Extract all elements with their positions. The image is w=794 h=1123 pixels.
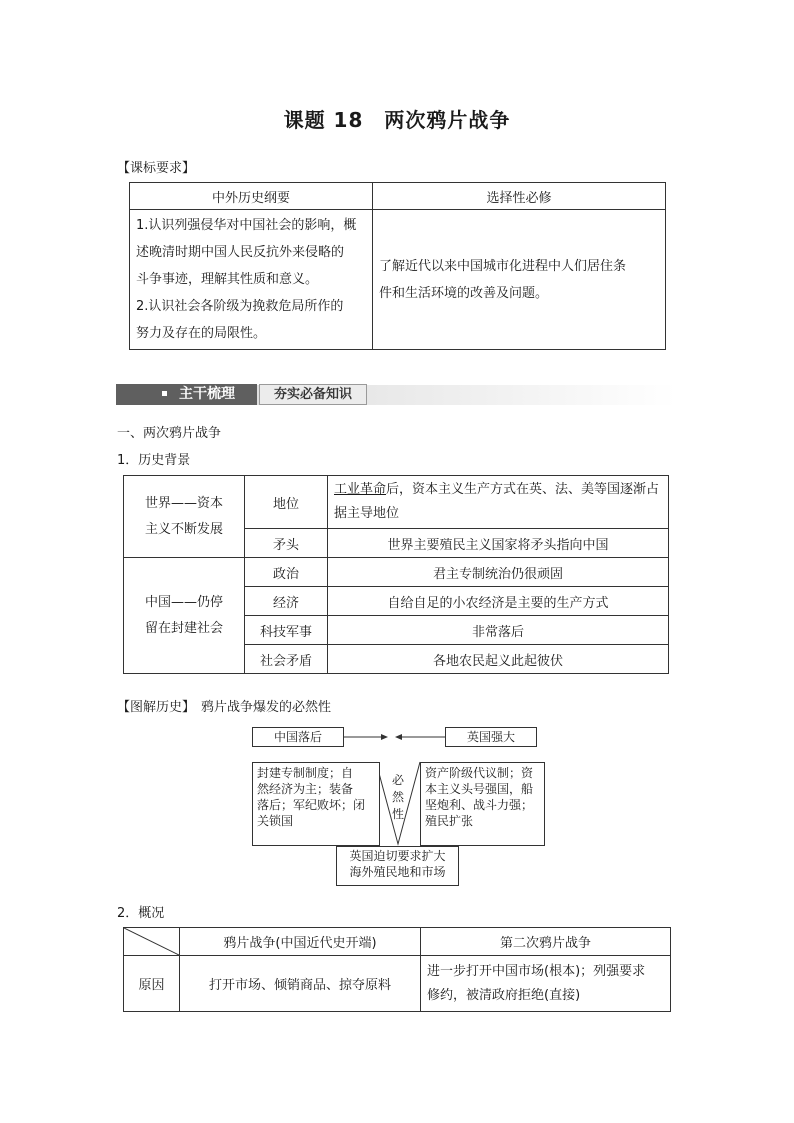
necessity-char: 性	[391, 807, 404, 821]
china-label-line: 留在封建社会	[144, 620, 223, 636]
diagonal-header-cell	[124, 928, 180, 956]
outline-line: 斗争事迹，理解其性质和意义。	[136, 272, 319, 287]
necessity-diagram	[248, 722, 548, 890]
curriculum-requirements-label: 【课标要求】	[117, 161, 196, 176]
china-factor-line: 关锁国	[257, 814, 294, 828]
row-key: 经济	[245, 587, 328, 616]
subsection-heading-background: 1．历史背景	[117, 453, 191, 468]
arrow-right-icon	[381, 734, 388, 740]
britain-factors-box	[420, 762, 545, 846]
world-label-line: 世界——资本	[144, 495, 223, 511]
row-value: 君主专制统治仍很顽固	[328, 558, 669, 587]
elective-line: 了解近代以来中国城市化进程中人们居住条	[379, 258, 627, 274]
row-key: 地位	[245, 476, 328, 529]
first-war-cause: 打开市场、倾销商品、掠夺原料	[180, 956, 421, 1012]
diagram-caption-text: 鸦片战争爆发的必然性	[201, 700, 332, 715]
banner-dark-text: 主干梳理	[179, 386, 235, 402]
elective-requirements	[373, 210, 666, 350]
necessity-char: 必	[391, 773, 404, 787]
outline-line: 努力及存在的局限性。	[136, 326, 267, 341]
second-war-cause	[421, 956, 671, 1012]
second-war-cause-line: 修约，被清政府拒绝(直接)	[427, 987, 581, 1003]
row-value: 各地农民起义此起彼伏	[328, 645, 669, 674]
banner-sub-label: 夯实必备知识	[259, 384, 367, 405]
outline-line: 述晚清时期中国人民反抗外来侵略的	[136, 245, 345, 260]
row-value-status	[328, 476, 669, 529]
britain-factor-line: 本主义头号强国，船	[425, 782, 534, 796]
subsection-heading-overview: 2．概况	[117, 906, 165, 921]
row-key: 社会矛盾	[245, 645, 328, 674]
row-value: 非常落后	[328, 616, 669, 645]
britain-factor-line: 坚炮利、战斗力强；	[425, 798, 534, 812]
demand-line: 英国迫切要求扩大	[349, 849, 446, 863]
demand-line: 海外殖民地和市场	[349, 865, 446, 879]
diagram-caption-tag: 【图解历史】	[117, 700, 196, 715]
row-value: 世界主要殖民主义国家将矛头指向中国	[328, 529, 669, 558]
status-line-2: 据主导地位	[334, 506, 400, 521]
industrial-revolution-term: 工业革命	[334, 482, 387, 497]
outline-line: 2.认识社会各阶级为挽救危局所作的	[136, 299, 344, 314]
china-label	[124, 558, 245, 674]
row-key: 科技军事	[245, 616, 328, 645]
world-label	[124, 476, 245, 558]
china-factor-line: 封建专制制度；自	[257, 766, 354, 780]
row-value: 自给自足的小农经济是主要的生产方式	[328, 587, 669, 616]
necessity-char: 然	[391, 790, 404, 804]
row-label-cause: 原因	[124, 956, 180, 1012]
section-banner	[116, 381, 676, 407]
britain-strong-box: 英国强大	[445, 727, 537, 747]
overview-table	[123, 927, 671, 1012]
status-line-1	[334, 478, 662, 502]
china-factors-box	[252, 762, 380, 846]
banner-main-label	[116, 384, 257, 405]
square-bullet-icon	[162, 391, 167, 396]
britain-factor-line: 资产阶级代议制；资	[425, 766, 534, 780]
britain-factor-line: 殖民扩张	[425, 814, 474, 828]
diagram-caption	[117, 696, 331, 715]
header-elective: 选择性必修	[373, 183, 666, 210]
necessity-label	[388, 772, 408, 823]
elective-line: 件和生活环境的改善及问题。	[379, 285, 549, 301]
china-backward-box: 中国落后	[252, 727, 344, 747]
page-title: 课题 18 两次鸦片战争	[283, 108, 511, 132]
china-factor-line: 然经济为主；装备	[257, 782, 354, 796]
header-outline: 中外历史纲要	[130, 183, 373, 210]
arrow-left-icon	[395, 734, 402, 740]
china-label-line: 中国——仍停	[144, 594, 223, 610]
row-key: 政治	[245, 558, 328, 587]
outline-requirements	[130, 210, 373, 350]
requirements-table	[129, 182, 666, 350]
diagonal-line	[124, 928, 179, 955]
background-table	[123, 475, 669, 674]
world-label-line: 主义不断发展	[144, 521, 223, 537]
status-rest: 后，资本主义生产方式在英、法、美等国逐渐占	[386, 482, 660, 497]
outline-line: 1.认识列强侵华对中国社会的影响，概	[136, 218, 357, 233]
china-factor-line: 落后；军纪败坏；闭	[257, 798, 366, 812]
row-key: 矛头	[245, 529, 328, 558]
header-second-war: 第二次鸦片战争	[421, 928, 671, 956]
header-first-war: 鸦片战争(中国近代史开端)	[180, 928, 421, 956]
section-heading: 一、两次鸦片战争	[117, 426, 222, 441]
second-war-cause-line: 进一步打开中国市场(根本)；列强要求	[427, 963, 646, 979]
britain-demand-box	[336, 846, 459, 886]
